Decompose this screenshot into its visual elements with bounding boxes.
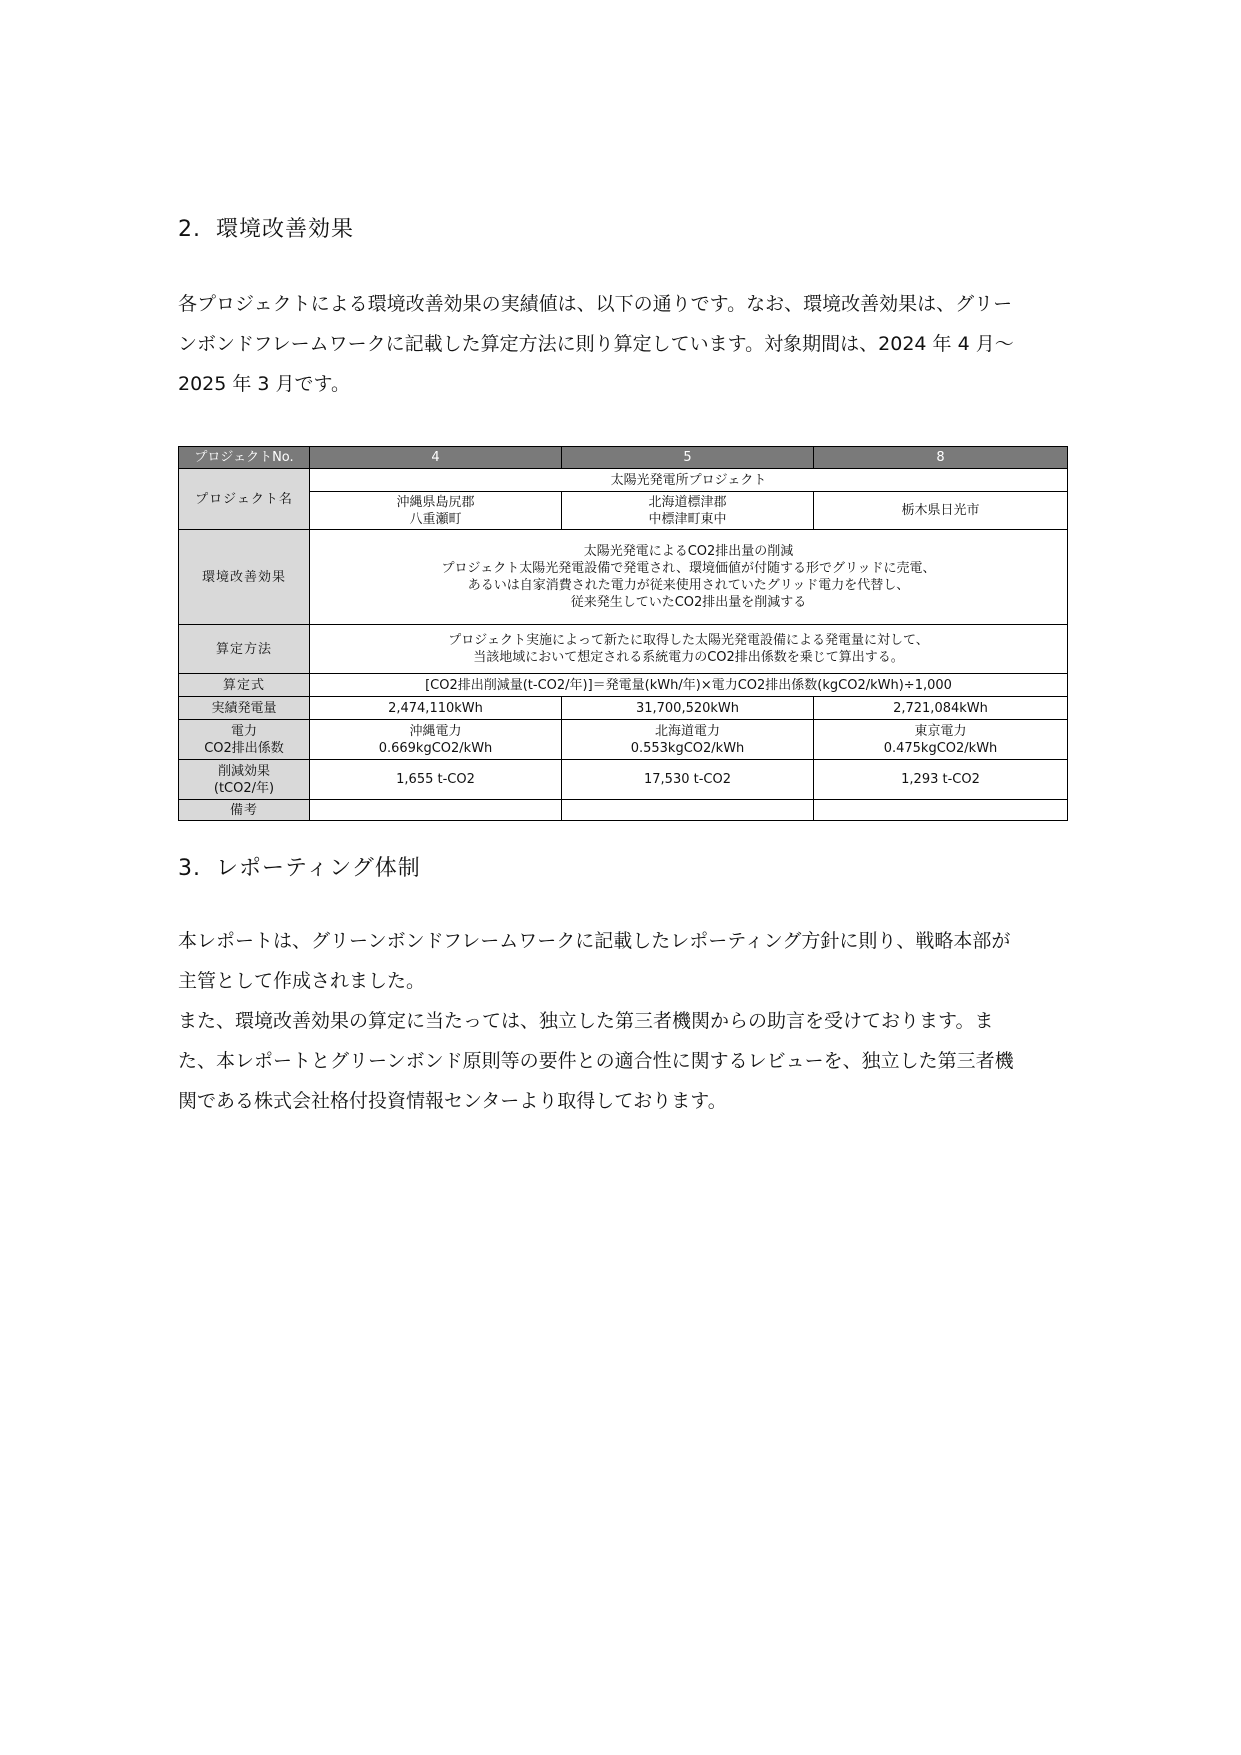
reduction-value: 1,293 t-CO2 bbox=[814, 760, 1068, 800]
remarks-cell bbox=[562, 800, 814, 821]
coefficient-cell: 北海道電力 0.553kgCO2/kWh bbox=[562, 720, 814, 760]
table-row bbox=[179, 760, 1068, 800]
paragraph-line: 主管として作成されました。 bbox=[178, 970, 426, 992]
paragraph-line: また、環境改善効果の算定に当たっては、独立した第三者機関からの助言を受けております。ま bbox=[178, 1010, 994, 1032]
paragraph-line: 各プロジェクトによる環境改善効果の実績値は、以下の通りです。なお、環境改善効果は、グリー bbox=[178, 293, 1013, 315]
header-project-number: 4 bbox=[310, 447, 562, 469]
paragraph-line: た、本レポートとグリーンボンド原則等の要件との適合性に関するレビューを、独立した第三者機 bbox=[178, 1050, 1014, 1072]
table-row bbox=[179, 800, 1068, 821]
location-cell: 栃木県日光市 bbox=[814, 492, 1068, 530]
location-cell: 北海道標津郡 中標津町東中 bbox=[562, 492, 814, 530]
project-name-cell: 太陽光発電所プロジェクト bbox=[310, 469, 1068, 492]
formula-cell: [CO2排出削減量(t-CO2/年)]＝発電量(kWh/年)×電力CO2排出係数(kgCO2/kWh)÷1,000 bbox=[310, 674, 1068, 697]
generation-value: 2,721,084kWh bbox=[814, 697, 1068, 720]
section-3-paragraph bbox=[178, 921, 1068, 1121]
generation-value: 31,700,520kWh bbox=[562, 697, 814, 720]
remarks-cell bbox=[814, 800, 1068, 821]
table-row bbox=[179, 469, 1068, 492]
table-header-row bbox=[179, 447, 1068, 469]
reduction-value: 1,655 t-CO2 bbox=[310, 760, 562, 800]
table-row bbox=[179, 625, 1068, 674]
section-2-heading bbox=[178, 212, 354, 243]
table-row bbox=[179, 720, 1068, 760]
effect-label: 環境改善効果 bbox=[179, 530, 310, 625]
paragraph-line: 関である株式会社格付投資情報センターより取得しております。 bbox=[178, 1090, 727, 1112]
method-description-cell: プロジェクト実施によって新たに取得した太陽光発電設備による発電量に対して、 当該地域において想定される系統電力のCO2排出係数を乗じて算出する。 bbox=[310, 625, 1068, 674]
coefficient-cell: 沖縄電力 0.669kgCO2/kWh bbox=[310, 720, 562, 760]
paragraph-line: 本レポートは、グリーンボンドフレームワークに記載したレポーティング方針に則り、戦略本部が bbox=[178, 930, 1011, 952]
table-row bbox=[179, 697, 1068, 720]
table-row bbox=[179, 492, 1068, 530]
project-name-label: プロジェクト名 bbox=[179, 469, 310, 530]
header-project-number: 5 bbox=[562, 447, 814, 469]
section-3-number: 3. bbox=[178, 856, 201, 881]
generation-value: 2,474,110kWh bbox=[310, 697, 562, 720]
header-project-number: 8 bbox=[814, 447, 1068, 469]
section-2-paragraph bbox=[178, 284, 1068, 404]
table-row bbox=[179, 530, 1068, 625]
paragraph-line: 2025 年 3 月です。 bbox=[178, 373, 351, 395]
section-3-heading bbox=[178, 851, 421, 882]
remarks-label: 備考 bbox=[179, 800, 310, 821]
reduction-label: 削減効果 (tCO2/年) bbox=[179, 760, 310, 800]
table-row bbox=[179, 674, 1068, 697]
section-3-title: レポーティング体制 bbox=[216, 856, 421, 881]
effect-description-cell: 太陽光発電によるCO2排出量の削減 プロジェクト太陽光発電設備で発電され、環境価値が付随する形でグリッドに売電、 あるいは自家消費された電力が従来使用されていたグリッド電力を代替し、 従来発生していたCO2排出量を削減する bbox=[310, 530, 1068, 625]
coefficient-cell: 東京電力 0.475kgCO2/kWh bbox=[814, 720, 1068, 760]
paragraph-line: ンボンドフレームワークに記載した算定方法に則り算定しています。対象期間は、2024 年 4 月～ bbox=[178, 333, 1014, 355]
remarks-cell bbox=[310, 800, 562, 821]
section-2-title: 環境改善効果 bbox=[216, 217, 355, 242]
environmental-impact-table bbox=[178, 446, 1068, 821]
formula-label: 算定式 bbox=[179, 674, 310, 697]
section-2-number: 2. bbox=[178, 217, 201, 242]
coefficient-label: 電力 CO2排出係数 bbox=[179, 720, 310, 760]
location-cell: 沖縄県島尻郡 八重瀬町 bbox=[310, 492, 562, 530]
header-project-no-label: プロジェクトNo. bbox=[179, 447, 310, 469]
reduction-value: 17,530 t-CO2 bbox=[562, 760, 814, 800]
method-label: 算定方法 bbox=[179, 625, 310, 674]
generation-label: 実績発電量 bbox=[179, 697, 310, 720]
